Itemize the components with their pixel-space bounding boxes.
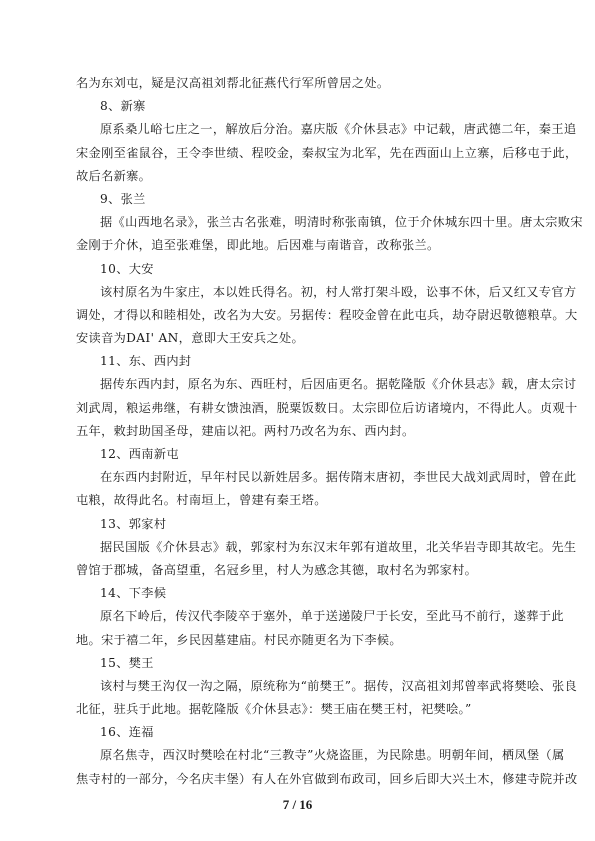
- paragraph-line: 北征，驻兵于此地。据乾隆版《介休县志》：樊王庙在樊王村，祀樊哙。”: [76, 702, 472, 717]
- page-number: 7 / 16: [282, 797, 313, 812]
- paragraph-line-indented: 8、新寨: [100, 99, 146, 114]
- paragraph-line-indented: 12、西南新屯: [100, 447, 179, 461]
- paragraph-line-indented: 在东西内封附近，早年村民以新姓居多。据传隋末唐初，李世民大战刘武周时，曾在此: [100, 470, 577, 485]
- paragraph-line-indented: 11、东、西内封: [100, 354, 192, 369]
- paragraph-line-indented: 据民国版《介休县志》载，郭家村为东汉末年郭有道故里，北关华岩寺即其故宅。先生: [100, 539, 577, 554]
- body-text: [76, 72, 583, 791]
- paragraph-line: 地。宋于禧二年，乡民因墓建庙。村民亦随更名为下李候。: [76, 632, 402, 647]
- paragraph-line: 调处，才得以和睦相处，改名为大安。另据传：程咬金曾在此屯兵，劫夺尉迟敬德粮草。大: [76, 307, 578, 322]
- paragraph-line: 故后名新寨。: [76, 168, 152, 183]
- paragraph-line: 名为东刘屯，疑是汉高祖刘帮北征燕代行军所曾居之处。: [76, 76, 390, 90]
- paragraph-line-indented: 14、下李候: [100, 586, 167, 601]
- paragraph-line-indented: 原名下岭后，传汉代李陵卒于塞外，单于送递陵尸于长安，至此马不前行，遂葬于此: [100, 609, 564, 624]
- paragraph-line: 安读音为DAI' AN，意即大王安兵之处。: [76, 331, 305, 346]
- paragraph-line: 焦寺村的一部分，今名庆丰堡）有人在外官做到布政司，回乡后即大兴土木，修建寺院并改: [76, 771, 578, 786]
- paragraph-line-indented: 16、连福: [100, 725, 154, 740]
- paragraph-line: 五年，敕封助国圣母，建庙以祀。两村乃改名为东、西内封。: [76, 423, 415, 438]
- paragraph-line: 刘武周，粮运弗继，有耕女馈浊酒，脱粟饭数日。太宗即位后访诸境内，不得此人。贞观十: [76, 400, 578, 415]
- paragraph-line-indented: 15、樊王: [100, 655, 154, 670]
- paragraph-line: 屯粮，故得此名。村南垣上，曾建有秦王塔。: [76, 493, 327, 508]
- paragraph-line-indented: 10、大安: [100, 261, 154, 276]
- paragraph-line-indented: 原系桑儿峪七庄之一，解放后分治。嘉庆版《介休县志》中记载，唐武德二年，秦王追: [100, 122, 577, 137]
- paragraph-line-indented: 原名焦寺，西汉时樊哙在村北“三教寺”火烧盗匪，为民除患。明朝年间，栖凤堡（属: [100, 748, 565, 763]
- paragraph-line-indented: 13、郭家村: [100, 516, 167, 531]
- paragraph-line: 宋金刚至雀鼠谷，王令李世绩、程咬金，秦叔宝为北军，先在西面山上立寨，后移屯于此，: [76, 145, 578, 160]
- paragraph-line-indented: 该村与樊王沟仅一沟之隔，原统称为“前樊王”。据传，汉高祖刘邦曾率武将樊哙、张良: [100, 678, 578, 693]
- paragraph-line-indented: 该村原名为牛家庄，本以姓氏得名。初，村人常打架斗殴，讼事不休，后又红又专官方: [100, 284, 577, 299]
- paragraph-line: 曾馆于郡城，备高望重，名冠乡里，村人为感念其德，取村名为郭家村。: [76, 562, 478, 577]
- paragraph-line-indented: 据传东西内封，原名为东、西旺村，后因庙更名。据乾隆版《介休县志》载，唐太宗讨: [100, 377, 577, 392]
- paragraph-line: 金刚于介休，追至张难堡，即此地。后因难与南谐音，改称张兰。: [76, 238, 440, 253]
- paragraph-line-indented: 据《山西地名录》，张兰古名张难，明清时称张南镇，位于介休城东四十里。唐太宗败宋: [100, 215, 583, 230]
- paragraph-line-indented: 9、张兰: [100, 191, 146, 206]
